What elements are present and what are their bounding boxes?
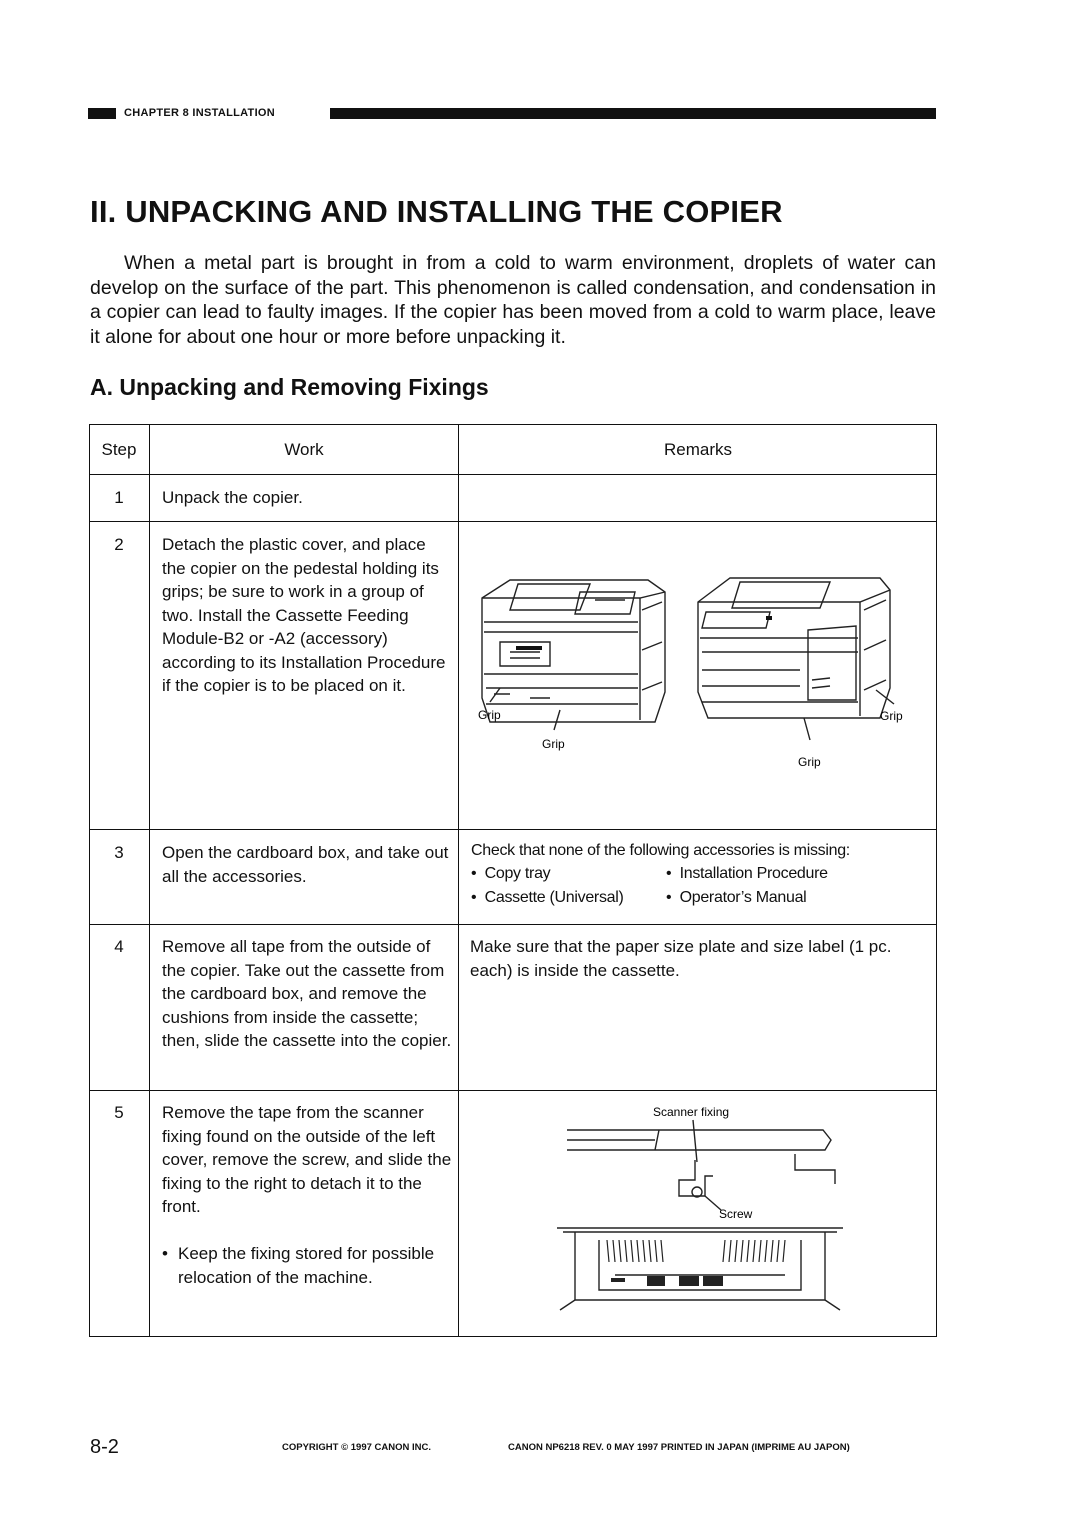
scanner-fixing-illustration: [555, 1100, 845, 1322]
step-number: 4: [114, 937, 124, 956]
bullet-icon: •: [162, 1244, 168, 1263]
work-note: • Keep the fixing stored for possible relocation of the machine.: [162, 1244, 435, 1287]
copier-grip-illustration: [470, 570, 930, 780]
work-text: Remove all tape from the outside of the copier. Take out the cassette from the cardboard box, and remove the cushions from inside the cassette; then, slide the cassette into the copier.: [162, 937, 452, 1050]
step-number: 3: [114, 843, 124, 862]
step-number: 2: [114, 535, 124, 554]
header-bar-left: [88, 108, 116, 119]
accessory-item: • Copy tray: [471, 865, 551, 882]
row-divider: [89, 1090, 937, 1091]
chapter-label: CHAPTER 8 INSTALLATION: [124, 107, 276, 119]
accessory-item: • Installation Procedure: [666, 865, 828, 882]
section-heading: A. Unpacking and Removing Fixings: [90, 374, 489, 400]
remarks-text: Check that none of the following accessories is missing:: [471, 842, 850, 859]
grip-label: Grip: [798, 755, 821, 769]
screw-label: Screw: [719, 1207, 753, 1221]
header-remarks: Remarks: [663, 440, 732, 459]
work-text: Detach the plastic cover, and place the copier on the pedestal holding its grips; be sure to work in a group of two. Install the Cassette Feeding Module-B2 or -A2 (accessory) according to its Installation Procedure if the copier is to be placed on it.: [162, 535, 446, 695]
grip-label: Grip: [880, 709, 903, 723]
accessory-item: • Cassette (Universal): [471, 889, 624, 906]
scanner-fixing-label: Scanner fixing: [653, 1105, 730, 1119]
row-divider: [89, 521, 937, 522]
col-divider-2: [458, 424, 459, 1337]
row-divider: [89, 829, 937, 830]
col-divider-1: [149, 424, 150, 1337]
step-number: 5: [114, 1103, 124, 1122]
grip-label: Grip: [542, 737, 565, 751]
intro-paragraph: When a metal part is brought in from a cold to warm environment, droplets of water can develop on the surface of the part. This phenomenon is called condensation, and condensation in a copier can lead to faulty images. If the copier has been moved from a cold to warm place, leave it alone for about one hour or more before unpacking it.: [90, 252, 936, 348]
work-text: Remove the tape from the scanner fixing found on the outside of the left cover, remove the screw, and slide the fixing to the right to detach it to the front.: [162, 1103, 452, 1216]
row-divider: [89, 924, 937, 925]
doc-info: CANON NP6218 REV. 0 MAY 1997 PRINTED IN JAPAN (IMPRIME AU JAPON): [508, 1442, 850, 1453]
remarks-text: Make sure that the paper size plate and size label (1 pc. each) is inside the cassette.: [470, 937, 892, 980]
copyright: COPYRIGHT © 1997 CANON INC.: [282, 1442, 431, 1453]
header-work: Work: [284, 440, 324, 459]
work-text: Open the cardboard box, and take out all the accessories.: [162, 843, 449, 886]
page-number: 8-2: [90, 1436, 119, 1458]
header-bar-right: [330, 108, 936, 119]
accessory-item: • Operator’s Manual: [666, 889, 807, 906]
header-step: Step: [101, 440, 137, 459]
work-text: Unpack the copier.: [162, 488, 303, 507]
grip-label: Grip: [478, 708, 501, 722]
row-divider: [89, 474, 937, 475]
page-title: II. UNPACKING AND INSTALLING THE COPIER: [90, 194, 783, 229]
step-number: 1: [114, 488, 124, 507]
